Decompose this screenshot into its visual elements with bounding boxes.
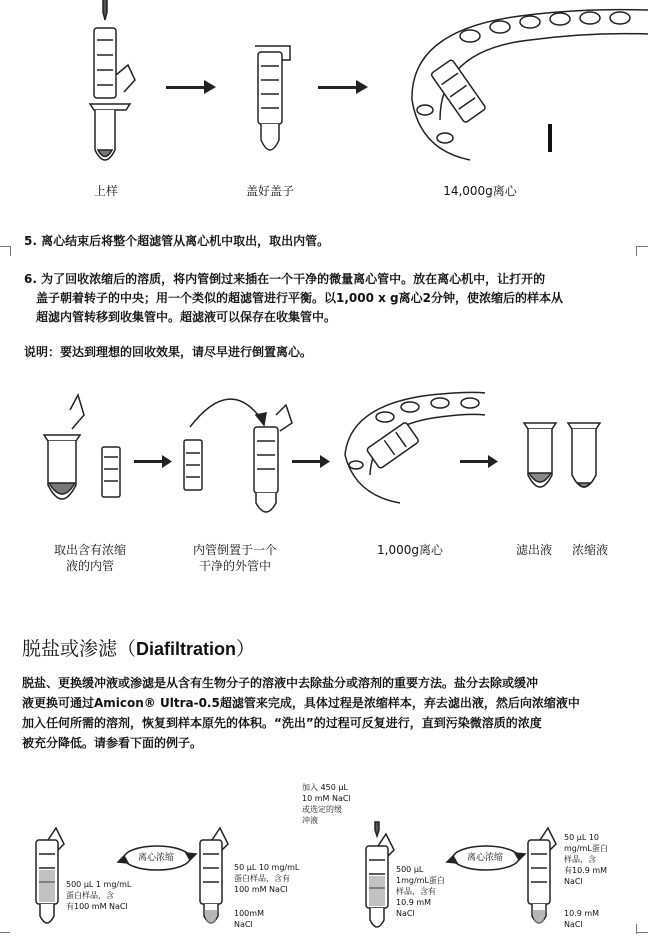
filter-device-icon: [200, 828, 228, 924]
crop-mark: [0, 246, 10, 247]
crop-mark: [636, 246, 637, 256]
label-final-concentrate: [564, 832, 608, 887]
label-line: 蛋白样品，含: [66, 891, 114, 900]
step-6-line-1: 6. 为了回收浓缩后的溶质，将内管倒过来插在一个干净的微量离心管中。放在离心机中，让打开的: [24, 272, 546, 286]
label-line: 500 µL 1 mg/mL: [66, 880, 132, 889]
label-line: 样品，含有: [396, 887, 436, 896]
paragraph-line-4: 被充分降低。请参看下面的例子。: [22, 736, 203, 750]
label-line: 10.9 mM: [396, 898, 432, 907]
label-line: NaCl: [564, 920, 583, 929]
label-add-buffer: [302, 782, 351, 826]
label-line: 50 µL 10: [564, 833, 599, 842]
label-line: 1mg/mL蛋白: [396, 876, 445, 885]
label-line: 100mM: [234, 909, 264, 918]
label-line: NaCl: [564, 877, 583, 886]
crop-mark: [636, 246, 648, 247]
section-title-cn: 脱盐或渗滤（: [22, 638, 137, 660]
label-line: 加入 450 µL: [302, 783, 348, 792]
label-line: 10 mM NaCl: [302, 794, 351, 803]
step-5-text: 5. 离心结束后将整个超滤管从离心机中取出，取出内管。: [24, 234, 330, 248]
crop-mark: [10, 246, 11, 256]
label-line: 或选定的缓: [302, 805, 342, 814]
label-start-sample: [66, 879, 131, 912]
caption-invert-insert: [180, 542, 290, 574]
note-text: 说明：要达到理想的回收效果，请尽早进行倒置离心。: [24, 345, 313, 359]
recovery-illustration: [0, 385, 648, 525]
arrow-icon: [166, 80, 216, 94]
label-line: 有10.9 mM: [564, 866, 608, 875]
tube-icon: [44, 395, 84, 499]
pipette-icon: [375, 822, 379, 836]
arrow-icon: [134, 455, 172, 468]
paragraph-line-3: 加入任何所需的溶剂，恢复到样本原先的体积。“洗出”的过程可反复进行，直到污染微溶质的浓度: [22, 716, 542, 730]
section-title-en: Diafiltration: [136, 639, 237, 659]
label-line: 蛋白样品，含有: [234, 874, 290, 883]
label-line: NaCl: [396, 909, 415, 918]
caption-load-sample: 上样: [93, 184, 118, 198]
label-line: mg/mL蛋白: [564, 844, 608, 853]
section-title: [22, 637, 255, 661]
caption-cap-tube: 盖好盖子: [245, 184, 294, 198]
caption-filtrate: 滤出液: [515, 543, 552, 557]
label-line: 100 mM NaCl: [234, 885, 288, 894]
concentrate-tube-icon: [568, 423, 600, 487]
label-filtrate-1: [234, 908, 264, 930]
filter-device-icon: [366, 834, 394, 927]
caption-line: 取出含有浓缩: [53, 543, 126, 557]
label-filtrate-2: [564, 908, 599, 930]
rotor-icon: [412, 10, 648, 160]
section-title-end: ）: [236, 638, 256, 660]
label-concentrate-1: [234, 862, 299, 895]
label-diluted-sample: [396, 864, 445, 919]
filtrate-tube-icon: [524, 423, 556, 487]
label-line: NaCl: [234, 920, 253, 929]
filter-device-icon: [90, 28, 135, 160]
step-6-line-3: 超滤内管转移到收集管中。超滤液可以保存在收集管中。: [36, 310, 337, 324]
paragraph-line-1: 脱盐、更换缓冲液或渗滤是从含有生物分子的溶液中去除盐分或溶剂的重要方法。盐分去除或缓冲: [22, 676, 539, 690]
spin-label-1: 离心浓缩: [138, 853, 175, 863]
arrow-icon: [292, 455, 330, 468]
paragraph-line-2: 液更换可通过Amicon® Ultra-0.5超滤管来完成，具体过程是浓缩样本，弃去滤出液，然后向浓缩液中: [22, 696, 580, 710]
caption-remove-insert: [40, 542, 140, 574]
filter-device-icon: [528, 828, 556, 924]
label-line: 有100 mM NaCl: [66, 902, 128, 911]
caption-spin-1000g: 1,000g离心: [377, 543, 443, 557]
filter-device-icon: [36, 828, 64, 923]
label-line: 500 µL: [396, 865, 424, 874]
label-line: 50 µL 10 mg/mL: [234, 863, 300, 872]
spin-label-2: 离心浓缩: [467, 853, 504, 863]
label-line: 冲液: [302, 816, 318, 825]
caption-spin-14000g: 14,000g离心: [443, 184, 517, 198]
filter-insert-icon: [102, 447, 120, 497]
pipette-icon: [103, 0, 107, 20]
label-line: 样品，含: [564, 855, 596, 864]
label-line: 10.9 mM: [564, 909, 600, 918]
rotor-icon: [345, 392, 485, 503]
caption-line: 内管倒置于一个: [192, 543, 277, 557]
caption-concentrate: 浓缩液: [571, 543, 608, 557]
caption-line: 液的内管: [65, 559, 114, 573]
arrow-icon: [460, 455, 498, 468]
caption-line: 干净的外管中: [198, 559, 271, 573]
capped-tube-icon: [255, 46, 290, 150]
top-illustration: [0, 0, 648, 180]
marker-bar: [548, 124, 552, 152]
arrow-icon: [318, 80, 368, 94]
assembled-tube-icon: [254, 405, 292, 512]
step-6-line-2: 盖子朝着转子的中央；用一个类似的超滤管进行平衡。以1,000 x g离心2分钟，使浓缩后的样本从: [36, 291, 563, 305]
